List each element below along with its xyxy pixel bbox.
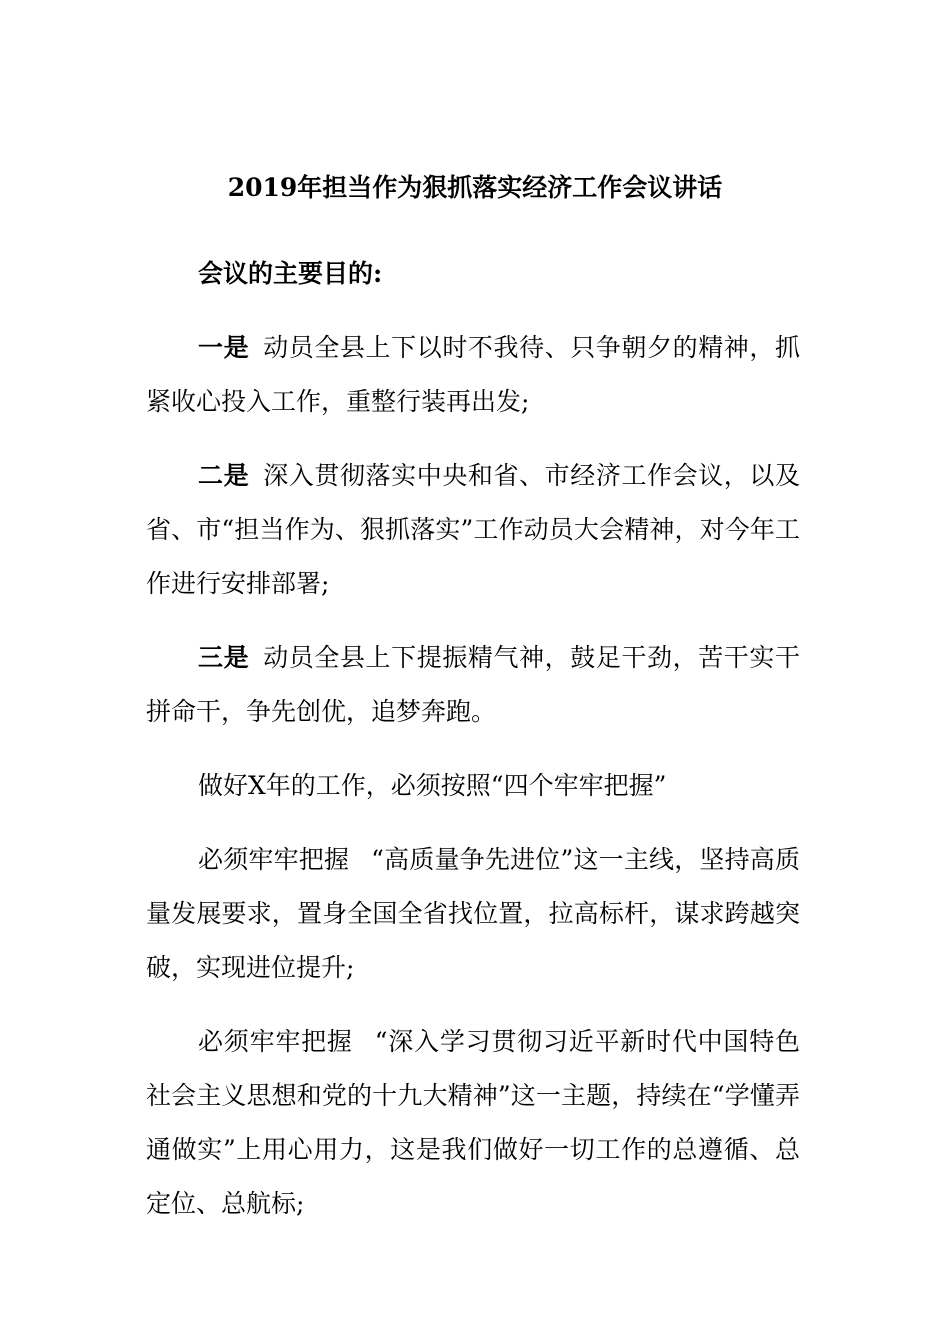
point-text: 动员全县上下提振精气神，鼓足干劲，苦干实干拼命干，争先创优，追梦奔跑。: [146, 643, 800, 726]
requirement-intro: 做好X年的工作，必须按照“四个牢牢把握”: [198, 771, 667, 800]
requirement-item-1: [146, 833, 800, 995]
purpose-point-2: [146, 449, 800, 611]
purpose-point-1: [146, 321, 800, 429]
purpose-heading: 会议的主要目的:: [198, 259, 383, 288]
point-text: 深入贯彻落实中央和省、市经济工作会议，以及省、市“担当作为、狠抓落实”工作动员大会精神，对今年工作进行安排部署;: [146, 461, 800, 598]
purpose-point-3: [146, 631, 800, 739]
requirement-lead: 必须牢牢把握: [198, 845, 350, 874]
document-title: 2019年担当作为狠抓落实经济工作会议讲话: [227, 173, 723, 202]
point-label: 一是: [198, 333, 250, 362]
requirement-lead: 必须牢牢把握: [198, 1027, 353, 1056]
requirement-text: “高质量争先进位”这一主线，坚持高质量发展要求，置身全国全省找位置，拉高标杆，谋求跨越突破，实现进位提升;: [146, 845, 800, 982]
point-label: 三是: [198, 643, 250, 672]
point-text: 动员全县上下以时不我待、只争朝夕的精神，抓紧收心投入工作，重整行装再出发;: [146, 333, 800, 416]
requirement-text: “深入学习贯彻习近平新时代中国特色社会主义思想和党的十九大精神”这一主题，持续在“学懂弄通做实”上用心用力，这是我们做好一切工作的总遵循、总定位、总航标;: [146, 1027, 800, 1218]
document-body: [146, 247, 800, 1251]
point-label: 二是: [198, 461, 250, 490]
requirement-item-2: [146, 1015, 800, 1231]
